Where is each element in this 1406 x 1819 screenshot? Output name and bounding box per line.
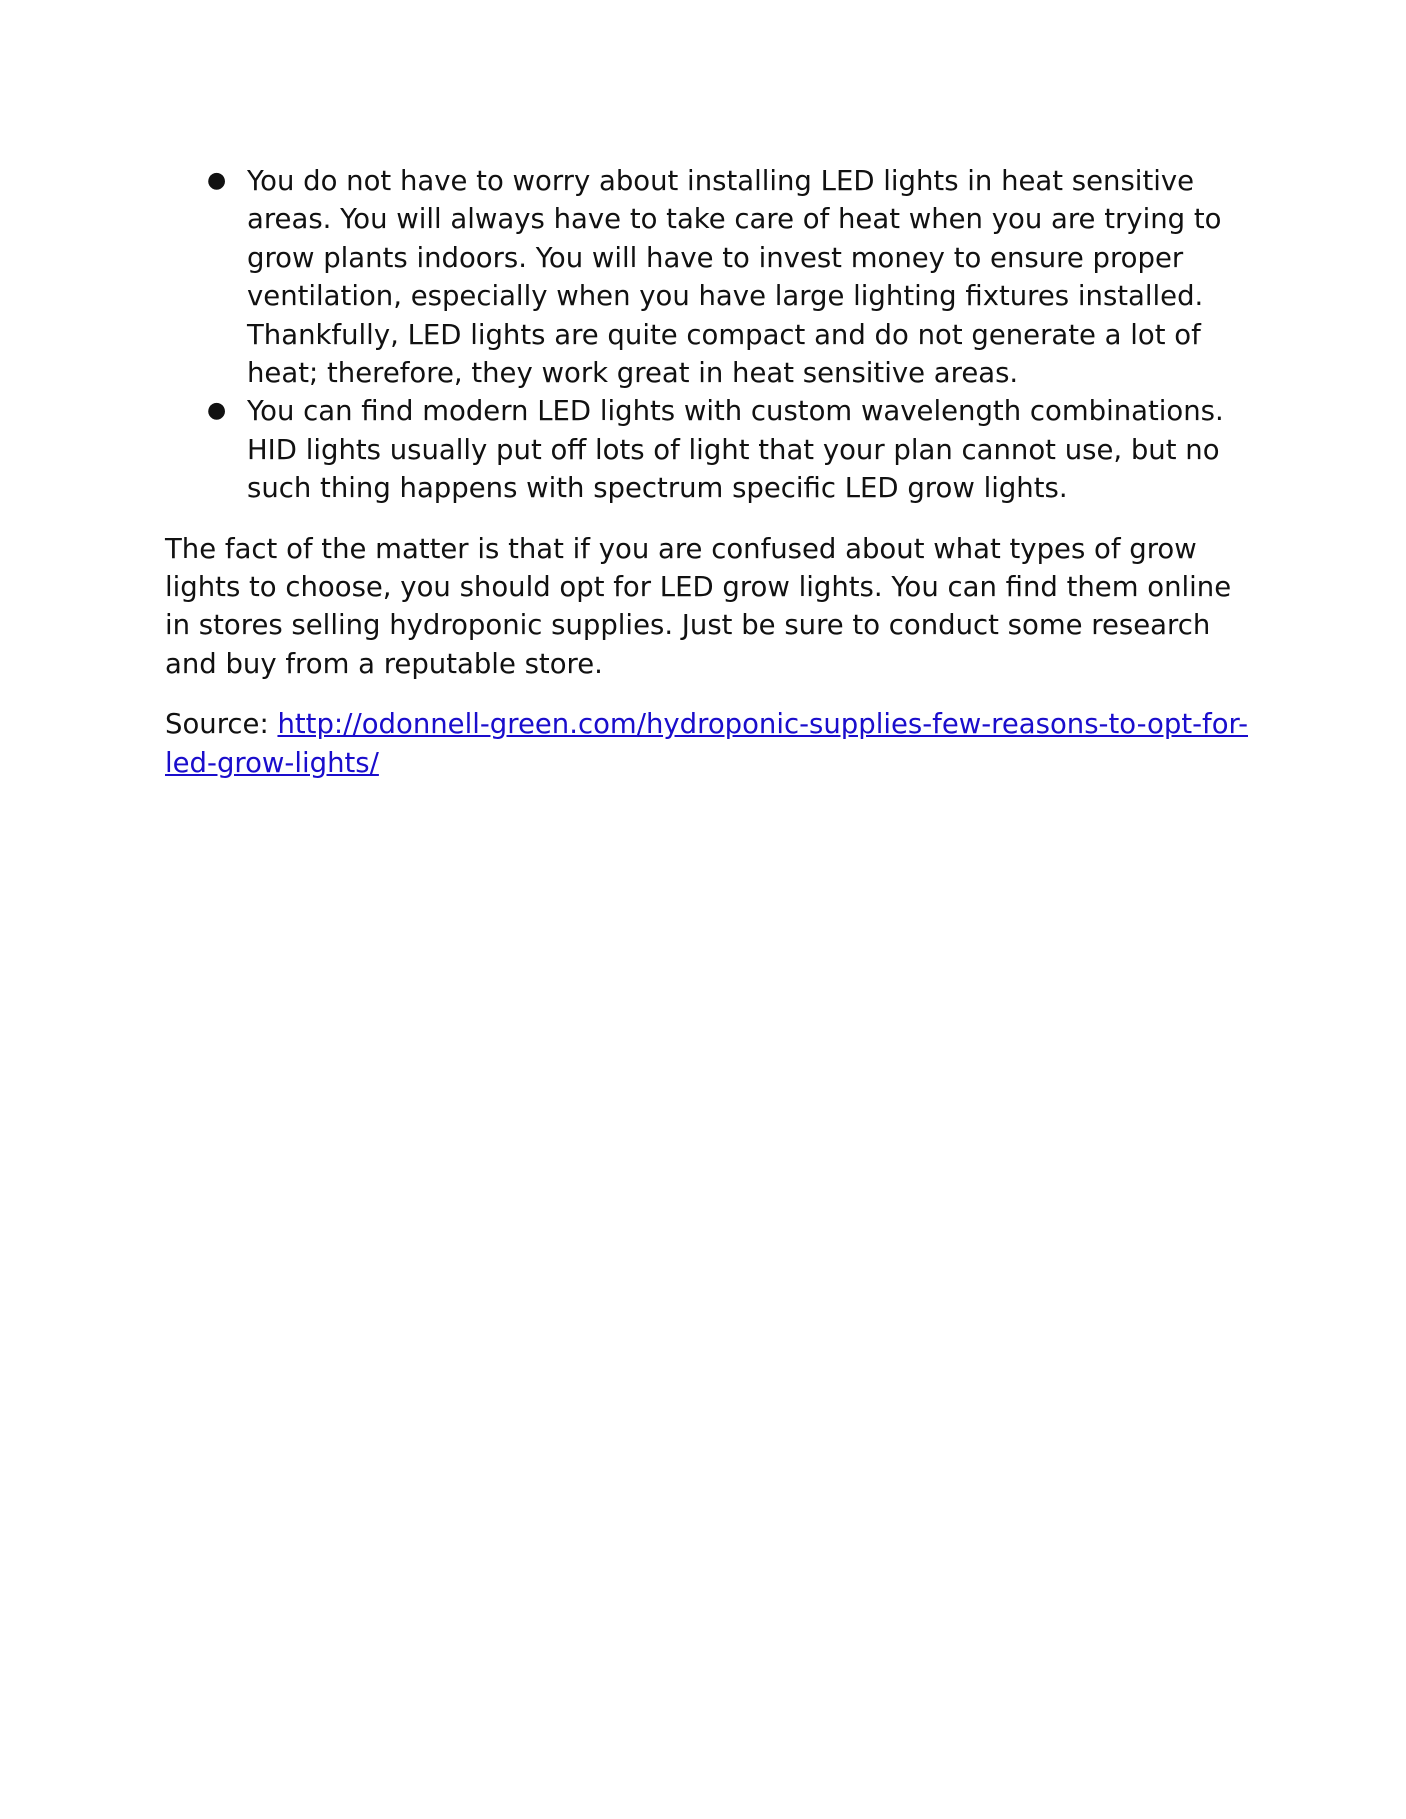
document-page: [165, 162, 1250, 782]
bullet-icon: ●: [207, 168, 227, 193]
source-link[interactable]: http://odonnell-green.com/hydroponic-supplies-few-reasons-to-opt-for-led-grow-lights/: [165, 708, 1248, 779]
body-paragraph: The fact of the matter is that if you are confused about what types of grow lights to choose, you should opt for LED grow lights. You can find them online in stores selling hydroponic supplies. Just be sure to conduct some research and buy from a reputable store.: [165, 532, 1232, 680]
list-item: [165, 392, 1250, 507]
bullet-text: You can find modern LED lights with custom wavelength combinations. HID lights usually put off lots of light that your plan cannot use, but no such thing happens with spectrum specific LED grow lights.: [247, 395, 1224, 505]
list-item: [165, 162, 1250, 392]
bullet-list: [165, 162, 1250, 508]
bullet-text: You do not have to worry about installing LED lights in heat sensitive areas. You will always have to take care of heat when you are trying to grow plants indoors. You will have to invest money to ensure proper ventilation, especially when you have large lighting fixtures installed. Thankfully, LED lights are quite compact and do not generate a lot of heat; therefore, they work great in heat sensitive areas.: [247, 165, 1222, 390]
bullet-icon: ●: [207, 398, 227, 424]
source-label: Source:: [165, 708, 278, 741]
source-line: [165, 705, 1250, 782]
